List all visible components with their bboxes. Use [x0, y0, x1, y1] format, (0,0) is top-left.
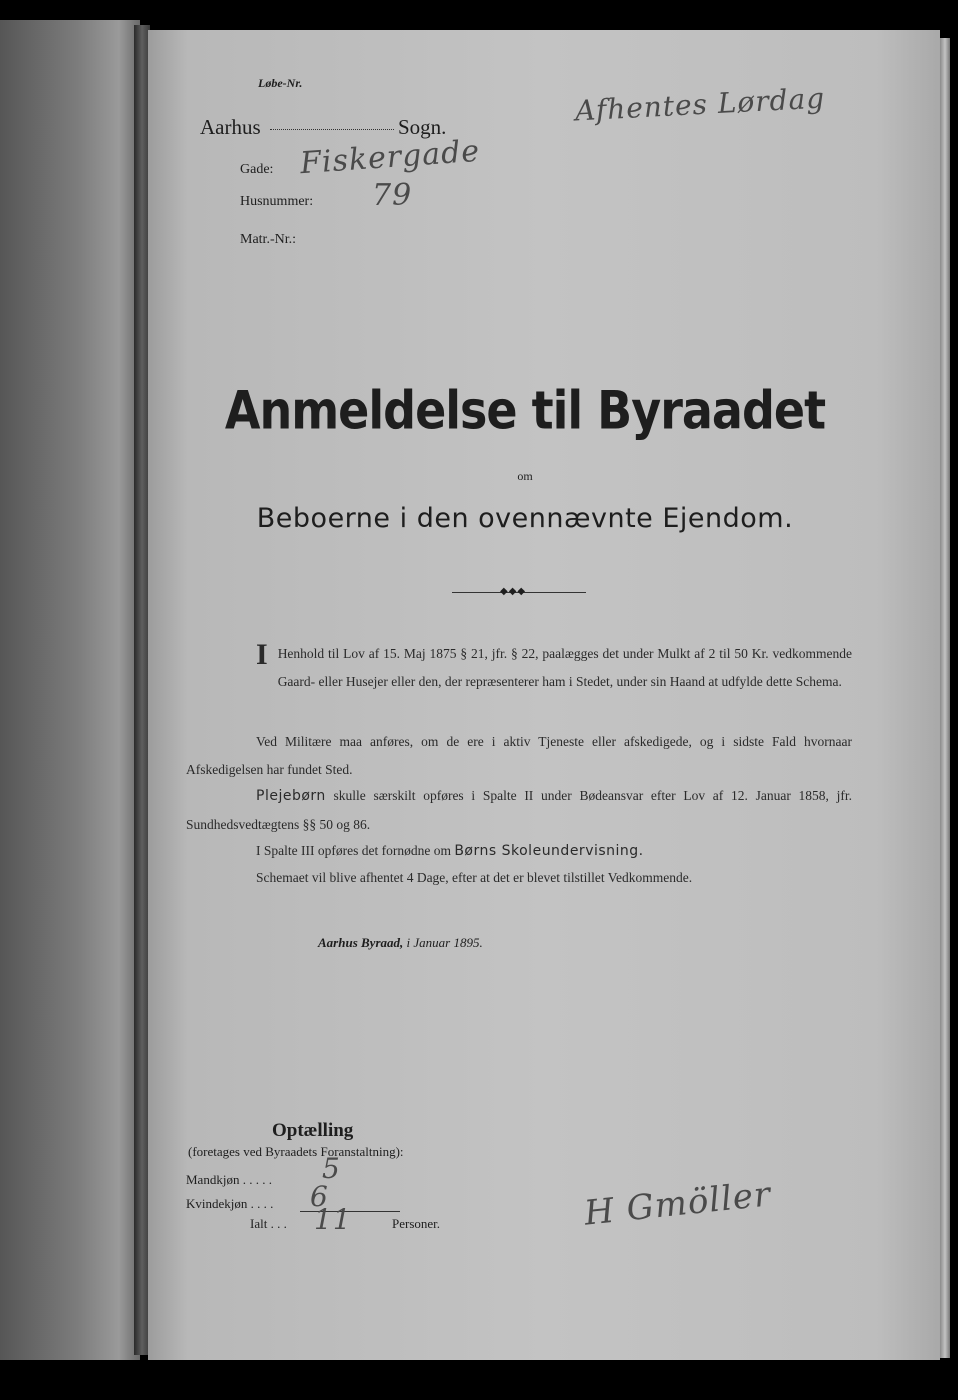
gade-handwritten-value: Fiskergade — [298, 133, 482, 182]
mandkjon-value: 5 — [322, 1152, 341, 1185]
document-subtitle: Beboerne i den ovennævnte Ejendom. — [256, 503, 794, 534]
emphasis-text: Plejebørn — [256, 788, 326, 804]
city-fill-line — [270, 129, 394, 130]
document-page — [148, 30, 940, 1360]
matr-nr-label: Matr.-Nr.: — [240, 232, 296, 247]
paragraph-text: skulle særskilt opføres i Spalte II under Bødeansvar efter Lov af 12. Januar 1858, jfr. Sundhedsvedtægtens §§ 50 og 86. — [186, 788, 853, 832]
handwritten-annotation: Afhentes Lørdag — [574, 81, 826, 128]
signoff-date: i Januar 1895. — [406, 935, 483, 950]
emphasis-text: Børns Skoleundervisning. — [454, 843, 644, 859]
paragraph-foster-children — [186, 782, 852, 838]
paragraph-collection — [186, 864, 852, 892]
title-connector: om — [517, 469, 533, 483]
husnummer-handwritten-value: 79 — [372, 178, 413, 213]
signoff-line — [318, 935, 483, 951]
paragraph-text: Ved Militære maa anføres, om de ere i aktiv Tjeneste eller afskedigede, og i sidste Fald hvornaar Afskedigelsen har fundet Sted. — [186, 734, 852, 777]
page-right-edge — [940, 38, 950, 1358]
mandkjon-label: Mandkjøn . . . . . — [186, 1172, 272, 1187]
sogn-label: Sogn. — [398, 115, 447, 139]
husnummer-label: Husnummer: — [240, 194, 314, 209]
document-title: Anmeldelse til Byraadet — [224, 378, 826, 442]
paragraph-schooling — [186, 837, 852, 866]
ialt-value: 11 — [314, 1203, 352, 1236]
gade-label: Gade: — [240, 162, 274, 177]
previous-page-edge — [0, 20, 140, 1360]
paragraph-military — [186, 728, 852, 783]
paragraph-text: I Spalte III opføres det fornødne om — [256, 843, 451, 858]
ialt-label: Ialt . . . — [250, 1216, 287, 1231]
handwritten-signature: H Gmöller — [582, 1174, 774, 1234]
ornament-diamond-icon: ◆◆◆ — [500, 586, 527, 597]
paragraph-text: Henhold til Lov af 15. Maj 1875 § 21, jfr. § 22, paalægges det under Mulkt af 2 til 50 Kr. vedkommende Gaard- eller Husejer eller den, der repræsenterer ham i Stedet, under sin Haand at udfylde dette Schema. — [277, 646, 852, 689]
optaelling-subtitle: (foretages ved Byraadets Foranstaltning): — [188, 1144, 404, 1159]
loebe-nr-label: Løbe-Nr. — [258, 76, 303, 90]
signoff-authority: Aarhus Byraad, — [318, 935, 404, 950]
paragraph-legal-basis — [186, 640, 852, 695]
personer-label: Personer. — [392, 1216, 441, 1231]
paragraph-text: Schemaet vil blive afhentet 4 Dage, efter at det er blevet tilstillet Vedkommende. — [256, 870, 693, 885]
drop-cap: I — [256, 638, 268, 671]
city-label: Aarhus — [200, 115, 261, 139]
kvindekjon-value: 6 — [310, 1180, 329, 1213]
optaelling-title: Optælling — [272, 1120, 354, 1141]
kvindekjon-label: Kvindekjøn . . . . — [186, 1196, 274, 1211]
